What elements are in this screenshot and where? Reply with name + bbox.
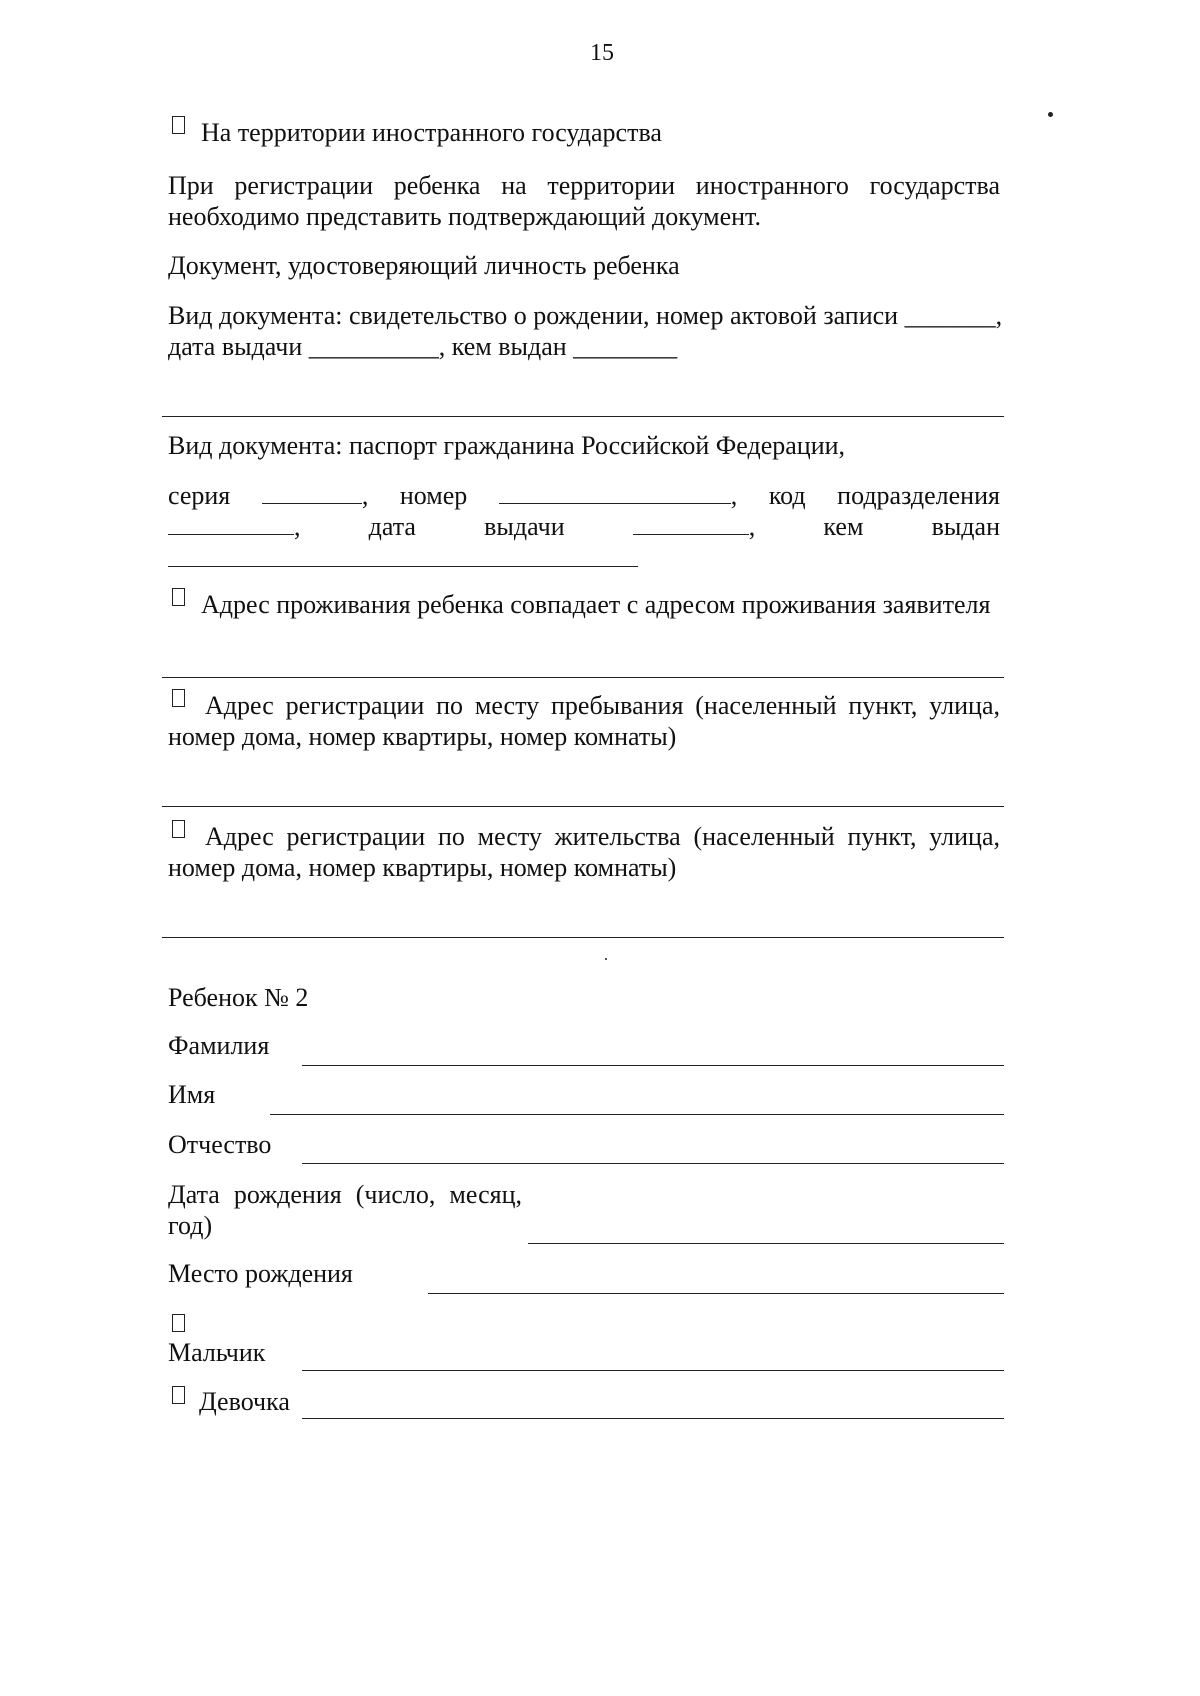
name-field[interactable] <box>270 1114 1004 1115</box>
residence-address-line1: Адрес регистрации по месту жительства (населенный пункт, улица, <box>205 822 1000 851</box>
passport-issuer-line[interactable] <box>168 566 638 567</box>
birthdate-field[interactable] <box>528 1243 1004 1244</box>
child2-heading: Ребенок № 2 <box>168 983 309 1012</box>
birth-certificate-line1: Вид документа: свидетельство о рождении, номер актовой записи _______, <box>168 301 1003 330</box>
stay-address-line[interactable] <box>162 806 1004 807</box>
patronymic-label: Отчество <box>168 1130 272 1159</box>
address-same-checkbox[interactable] <box>172 588 185 606</box>
stray-dot-small <box>605 958 607 960</box>
stay-address-line2: номер дома, номер квартиры, номер комнаты) <box>168 722 677 751</box>
name-label: Имя <box>168 1080 216 1109</box>
identity-heading: Документ, удостоверяющий личность ребенка <box>168 251 680 280</box>
residence-address-line2: номер дома, номер квартиры, номер комнаты) <box>168 853 677 882</box>
foreign-note-line1: При регистрации ребенка на территории иностранного государства <box>168 171 1000 200</box>
birth-certificate-line2: дата выдачи __________, кем выдан ________ <box>168 332 678 361</box>
subdivision-code-field[interactable]: , <box>168 512 301 542</box>
page-number: 15 <box>590 40 614 66</box>
foreign-territory-checkbox[interactable] <box>172 116 185 134</box>
stay-address-checkbox[interactable] <box>172 689 185 707</box>
foreign-territory-label: На территории иностранного государства <box>201 118 662 147</box>
residence-address-checkbox[interactable] <box>172 820 185 838</box>
girl-field[interactable] <box>302 1418 1004 1419</box>
address-same-label: Адрес проживания ребенка совпадает с адресом проживания заявителя <box>201 590 991 619</box>
residence-address-line[interactable] <box>162 937 1004 938</box>
who-label: кем <box>823 512 864 541</box>
girl-checkbox[interactable] <box>172 1386 185 1404</box>
stray-dot <box>1048 112 1053 117</box>
issued-label: выдан <box>931 512 1000 541</box>
boy-field[interactable] <box>302 1370 1004 1371</box>
passport-row2 <box>168 512 1000 542</box>
issue-date-field[interactable]: , <box>633 512 756 542</box>
issue-label: выдачи <box>484 512 565 541</box>
surname-label: Фамилия <box>168 1031 270 1060</box>
patronymic-field[interactable] <box>302 1163 1004 1164</box>
foreign-note-line2: необходимо представить подтверждающий документ. <box>168 202 761 231</box>
birthplace-field[interactable] <box>428 1293 1004 1294</box>
birthplace-label: Место рождения <box>168 1259 353 1288</box>
series-field[interactable]: , <box>262 481 369 511</box>
surname-field[interactable] <box>302 1065 1004 1066</box>
code-label: код <box>768 481 806 510</box>
girl-label: Девочка <box>199 1387 290 1416</box>
passport-row1 <box>168 481 1000 511</box>
passport-heading: Вид документа: паспорт гражданина Российской Федерации, <box>168 431 846 460</box>
subdivision-label: подразделения <box>837 481 1000 510</box>
birth-certificate-issuer-line[interactable] <box>162 416 1004 417</box>
birthdate-label-line2: год) <box>168 1211 213 1240</box>
number-label: номер <box>399 481 468 510</box>
birthdate-label-line1: Дата рождения (число, месяц, <box>168 1180 522 1209</box>
boy-checkbox[interactable] <box>172 1314 185 1332</box>
series-label: серия <box>168 481 231 510</box>
stay-address-line1: Адрес регистрации по месту пребывания (населенный пункт, улица, <box>205 691 1000 720</box>
address-line-1[interactable] <box>162 677 1004 678</box>
date-label: дата <box>368 512 416 541</box>
number-field[interactable]: , <box>499 481 738 511</box>
boy-label: Мальчик <box>168 1338 266 1367</box>
